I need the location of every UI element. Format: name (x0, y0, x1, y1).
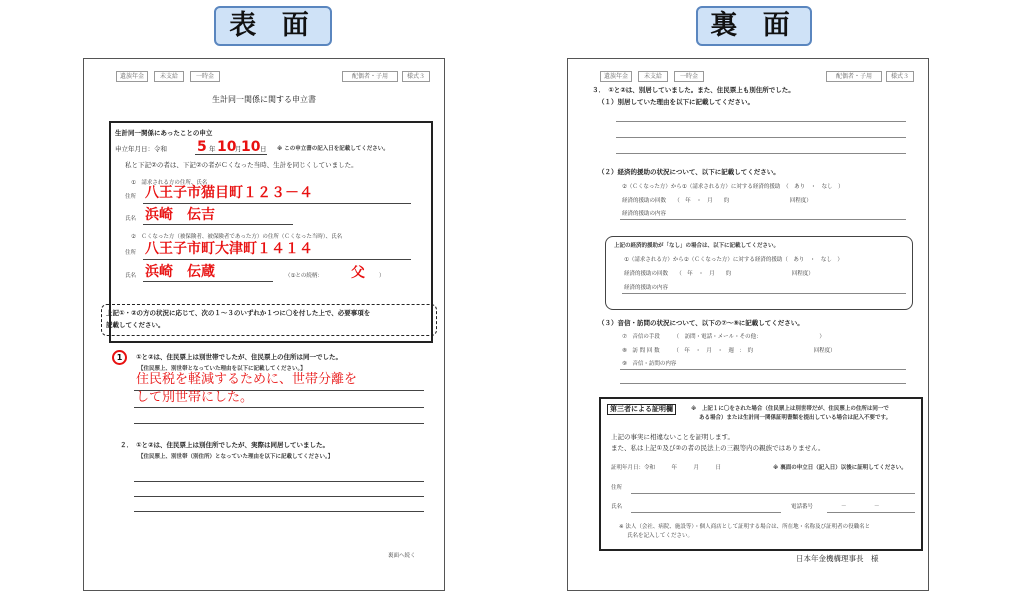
no-support-box (605, 236, 913, 310)
visit-count: ⑧ 訪 問 回 数 （ 年 ・ 月 ・ 週 ： 約 回程度） (622, 348, 836, 354)
certifier-name-label: 氏名 (611, 504, 623, 510)
relationship-label: （①との続柄： (285, 273, 323, 279)
person2-name-label: 氏名 (125, 273, 137, 279)
date-sep-month: 月 (235, 145, 242, 153)
third-party-note-2: ある場合）または生計同一関係証明書類を提出している場合は記入不要です。 (699, 415, 892, 421)
contact-means: ⑦ 音信の手段 （ 訪問・電話・メール・その他： ） (622, 334, 825, 340)
instruction-box (101, 304, 437, 336)
continue-to-back: 裏面へ続く (388, 553, 416, 559)
item1-handwritten-2[interactable]: して別世帯にした。 (136, 390, 254, 405)
front-side-label: 表 面 (214, 6, 332, 46)
person1-address[interactable]: 八王子市猫目町１２３－４ (145, 185, 313, 201)
tag-form-3: 様式３ (886, 71, 914, 82)
person1-address-label: 住所 (125, 194, 137, 200)
person1-heading: ① 請求される方の住所、氏名 (131, 180, 208, 186)
instruction-line-1: 上記①・②の方の状況に応じて、次の１～３のいずれか１つに〇を付した上で、必要事項を (106, 309, 371, 317)
relationship-close: ） (379, 273, 385, 279)
no-support-heading: 上記の経済的援助が「なし」の場合は、以下に記載してください。 (614, 243, 780, 249)
tag-spouse-child: 配偶者・子用 (342, 71, 398, 82)
item1-text: ①と②は、住民票上は別世帯でしたが、住民票上の住所は同一でした。 (136, 353, 343, 361)
section2-heading: （２）経済的援助の状況について、以下に記載してください。 (598, 168, 780, 176)
third-party-note-1: ※ 上記１に〇をされた場合（住民票上は別世帯だが、住民票上の住所は同一で (691, 406, 889, 412)
relationship-value[interactable]: 父 (351, 265, 365, 281)
intro-text: 私と下記②の者は、下記②の者がＣくなった当時、生計を同じくしていました。 (125, 161, 358, 169)
item2-text: ①と②は、住民票上は別住所でしたが、実際は同居していました。 (136, 441, 330, 449)
reverse-support: ①（請求される方）から②（Ｃくなった方）に対する経済的援助（ あり ・ なし ） (624, 257, 843, 263)
footnote-2: 氏名を記入してください。 (627, 533, 694, 539)
tag-unpaid: 未支給 (154, 71, 184, 82)
date-year: 5 (197, 139, 207, 155)
person1-name-label: 氏名 (125, 216, 137, 222)
date-sep-day: 日 (260, 145, 267, 153)
support-given: ②（Ｃくなった方）から①（請求される方）に対する経済的援助 （ あり ・ なし ） (622, 184, 844, 190)
certify-text-1: 上記の事実に相違ないことを証明します。 (611, 433, 734, 441)
date-month: 10 (217, 139, 237, 155)
support-count: 経済的援助の回数 （ 年 ・ 月 約 回程度） (622, 198, 812, 204)
contact-content-label: ⑨ 音信・訪問の内容 (622, 361, 677, 367)
document-title: 生計同一関係に関する申立書 (212, 95, 316, 104)
person2-heading: ② Ｃくなった方（被保険者、被保険者であった方）の住所（Ｃくなった当時）、氏名 (131, 234, 343, 240)
form-tags-back (600, 71, 914, 82)
third-party-certification-box (599, 397, 923, 551)
footnote-1: ※ 法人（会社、病院、施設等）・個人商店として証明する場合は、所在地・名称及び証明者の役職名と (619, 524, 871, 530)
person2-name[interactable]: 浜崎 伝蔵 (145, 264, 215, 280)
item2-subtext: 【住民票上、別世帯（別住所）となっていた理由を以下に記載してください。】 (138, 454, 334, 460)
section1-heading: （１）別居していた理由を以下に記載してください。 (598, 98, 754, 106)
reverse-support-content: 経済的援助の内容 (624, 285, 669, 291)
section3-heading: （３）音信・訪問の状況について、以下の⑦～⑨に記載してください。 (598, 319, 804, 327)
certify-date: 証明年月日：令和 年 月 日 (611, 465, 722, 471)
person2-address-label: 住所 (125, 250, 137, 256)
third-party-title: 第三者による証明欄 (607, 404, 676, 415)
tag-form-3: 様式３ (402, 71, 430, 82)
certify-text-2: また、私は上記①及び②の者の民法上の三親等内の親族ではありません。 (611, 444, 825, 452)
tag-survivor-pension: 遺族年金 (116, 71, 148, 82)
date-day: 10 (241, 139, 261, 155)
tag-lump-sum: 一時金 (674, 71, 704, 82)
item2-number: ２． (120, 441, 133, 449)
certifier-phone-dashes: － － (841, 504, 880, 510)
certifier-address-label: 住所 (611, 485, 623, 491)
date-note: ※ この申立書の記入日を記載してください。 (277, 146, 389, 152)
tag-spouse-child: 配偶者・子用 (826, 71, 882, 82)
reverse-support-count: 経済的援助の回数 （ 年 ・ 月 約 回程度） (624, 271, 814, 277)
instruction-line-2: 記載してください。 (106, 321, 165, 329)
item1-subtext: 【住民票上、別世帯となっていた理由を以下に記載してください。】 (138, 366, 306, 372)
person2-address[interactable]: 八王子市町大津町１４１４ (145, 241, 313, 257)
form-tags (116, 71, 430, 82)
front-page (83, 58, 445, 591)
declaration-heading: 生計同一関係にあったことの申立 (115, 129, 213, 137)
tag-survivor-pension: 遺族年金 (600, 71, 632, 82)
tag-lump-sum: 一時金 (190, 71, 220, 82)
item1-handwritten-1[interactable]: 住民税を軽減するために、世帯分離を (136, 372, 358, 387)
certifier-phone-label: 電話番号 (791, 504, 814, 510)
date-sep-year: 年 (209, 145, 216, 153)
item3-text: ３． ①と②は、別居していました。また、住民票上も別住所でした。 (592, 86, 795, 94)
date-label: 申立年月日：令和 (115, 145, 167, 153)
addressee: 日本年金機構理事長 様 (796, 554, 879, 563)
certify-date-note: ※ 裏面の申立日（記入日）以後に証明してください。 (773, 465, 907, 471)
back-side-label: 裏 面 (696, 6, 812, 46)
support-content-label: 経済的援助の内容 (622, 211, 667, 217)
back-page (567, 58, 929, 591)
tag-unpaid: 未支給 (638, 71, 668, 82)
person1-name[interactable]: 浜崎 伝吉 (145, 207, 215, 223)
item1-circle[interactable]: 1 (112, 350, 127, 365)
